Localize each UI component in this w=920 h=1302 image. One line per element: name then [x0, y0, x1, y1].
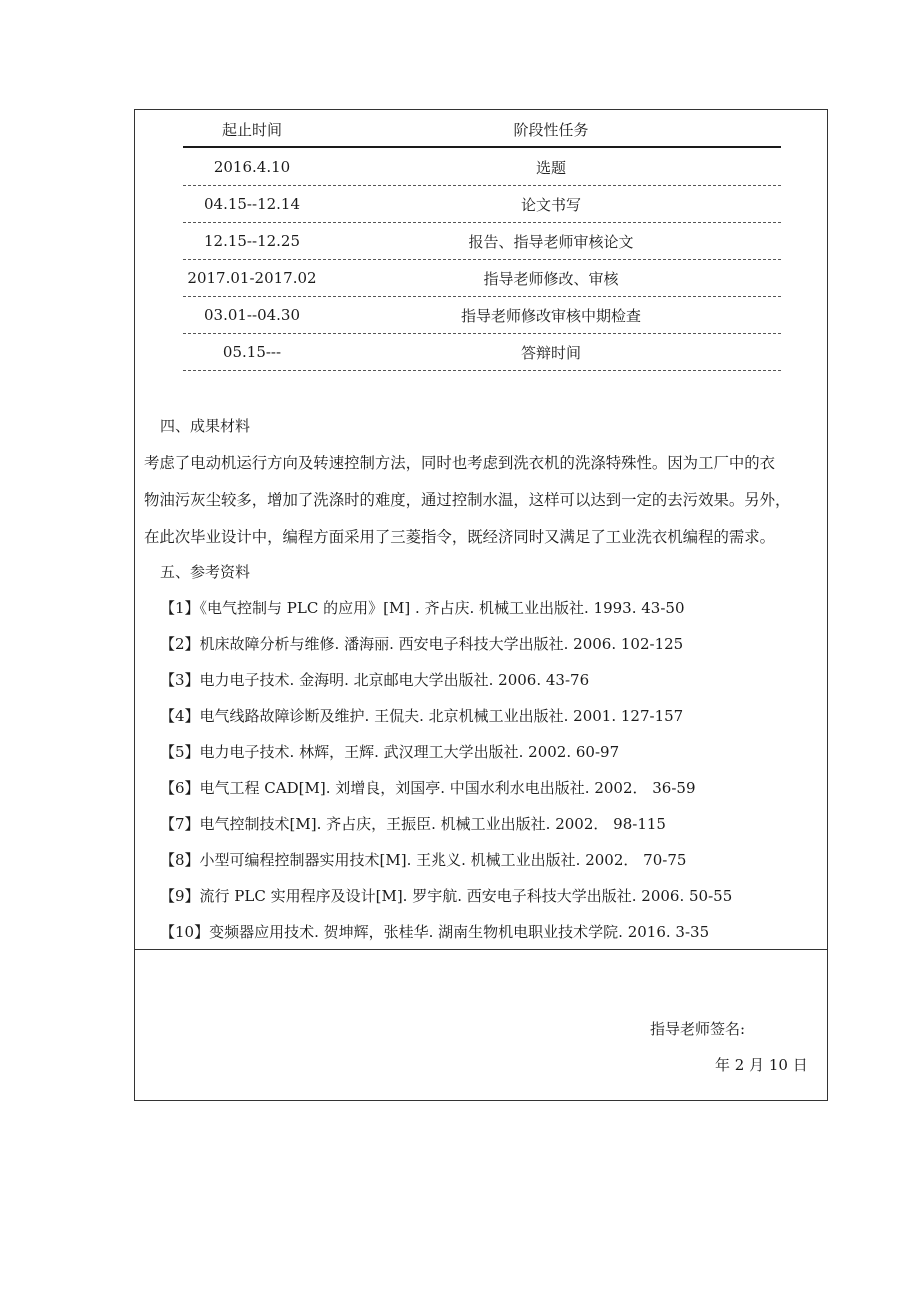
row-task: 报告、指导老师审核论文: [468, 232, 634, 251]
reference-item: 【5】电力电子技术. 林辉，王辉. 武汉理工大学出版社. 2002. 60-97: [160, 743, 620, 761]
row-time: 2016.4.10: [213, 158, 291, 176]
header-task: 阶段性任务: [513, 121, 589, 139]
row-task: 指导老师修改审核中期检查: [460, 306, 641, 325]
signature-date: 年 2 月 10 日: [715, 1056, 808, 1074]
reference-item: 【9】流行 PLC 实用程序及设计[M]. 罗宇航. 西安电子科技大学出版社. 2006. 50-55: [160, 887, 733, 905]
results-paragraph-line: 物油污灰尘较多，增加了洗涤时的难度，通过控制水温，这样可以达到一定的去污效果。另外，: [144, 491, 791, 509]
schedule-row: [183, 334, 781, 371]
row-time: 12.15--12.25: [203, 232, 301, 250]
header-time: 起止时间: [221, 121, 282, 139]
schedule-row: [183, 223, 781, 260]
row-time: 04.15--12.14: [203, 195, 301, 213]
reference-item: 【8】小型可编程控制器实用技术[M]. 王兆义. 机械工业出版社. 2002． 70-75: [160, 851, 687, 869]
row-time: 05.15---: [222, 343, 282, 361]
row-time: 2017.01-2017.02: [187, 269, 317, 287]
reference-item: 【10】变频器应用技术. 贺坤辉，张桂华. 湖南生物机电职业技术学院. 2016. 3-35: [160, 923, 710, 941]
schedule-row: [183, 186, 781, 223]
reference-item: 【7】电气控制技术[M]. 齐占庆，王振臣. 机械工业出版社. 2002． 98-115: [160, 815, 666, 833]
section-title-references: 五、参考资料: [160, 563, 251, 581]
section-title-results: 四、成果材料: [160, 417, 251, 435]
schedule-row: [183, 260, 781, 297]
row-task: 答辩时间: [520, 343, 581, 362]
advisor-signature-label: 指导老师签名:: [650, 1020, 746, 1038]
row-task: 指导老师修改、审核: [483, 269, 619, 288]
reference-item: 【1】《电气控制与 PLC 的应用》[M] . 齐占庆. 机械工业出版社. 1993. 43-50: [160, 599, 685, 617]
row-time: 03.01--04.30: [203, 306, 301, 324]
row-task: 论文书写: [520, 195, 581, 214]
schedule-row: [183, 297, 781, 334]
reference-item: 【6】电气工程 CAD[M]. 刘增良，刘国亭. 中国水利水电出版社. 2002． 36-59: [160, 779, 696, 797]
reference-item: 【2】机床故障分析与维修. 潘海丽. 西安电子科技大学出版社. 2006. 102-125: [160, 635, 684, 653]
reference-item: 【4】电气线路故障诊断及维护. 王侃夫. 北京机械工业出版社. 2001. 127-157: [160, 707, 684, 725]
signature-divider: [134, 949, 828, 950]
reference-item: 【3】电力电子技术. 金海明. 北京邮电大学出版社. 2006. 43-76: [160, 671, 590, 689]
results-paragraph-line: 考虑了电动机运行方向及转速控制方法，同时也考虑到洗衣机的洗涤特殊性。因为工厂中的衣: [144, 454, 776, 472]
row-task: 选题: [535, 158, 566, 177]
schedule-header: [183, 113, 781, 148]
results-paragraph-line: 在此次毕业设计中，编程方面采用了三菱指令，既经济同时又满足了工业洗衣机编程的需求。: [144, 528, 776, 546]
schedule-row: [183, 149, 781, 186]
